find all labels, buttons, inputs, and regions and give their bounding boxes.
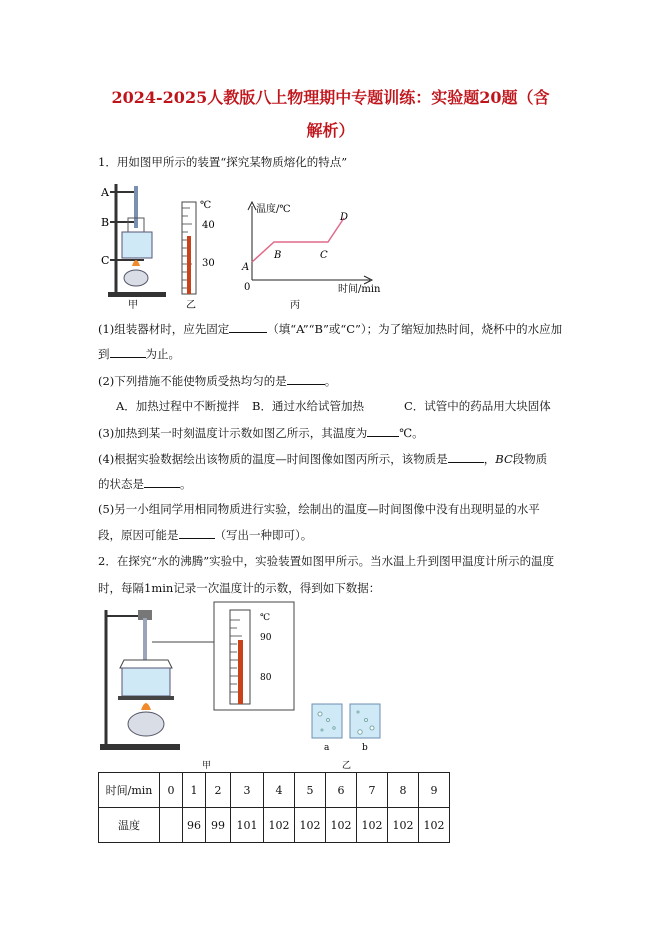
table-header-time: 时间/min bbox=[99, 773, 160, 808]
table-cell: 102 bbox=[388, 808, 419, 843]
q2-thermo-unit: ℃ bbox=[260, 613, 271, 623]
q1-part1-line1: (1)组装器材时，应先固定 （填“A”“B”或“C”）；为了缩短加热时间，烧杯中的水应加 bbox=[98, 322, 563, 336]
table-cell: 7 bbox=[357, 773, 388, 808]
stand-label-c: C bbox=[101, 254, 110, 267]
label-bing: 丙 bbox=[290, 300, 300, 311]
table-cell: 2 bbox=[206, 773, 231, 808]
graph-point-b: B bbox=[274, 250, 282, 261]
table-cell: 1 bbox=[183, 773, 206, 808]
stand-label-b: B bbox=[101, 216, 110, 229]
q2-stem-line1: 2．在探究“水的沸腾”实验中，实验装置如图甲所示。当水温上升到图甲温度计所示的温度 bbox=[98, 554, 555, 568]
graph-point-d: D bbox=[340, 212, 349, 223]
table-cell bbox=[160, 808, 183, 843]
table-cell: 6 bbox=[326, 773, 357, 808]
beaker-label-b: b bbox=[362, 743, 368, 753]
q1-part1-line2: 到 为止。 bbox=[98, 347, 180, 361]
answer-blank[interactable] bbox=[287, 372, 325, 385]
q1-option-a: A．加热过程中不断搅拌 bbox=[116, 399, 240, 413]
table-cell: 3 bbox=[231, 773, 264, 808]
table-cell: 99 bbox=[206, 808, 231, 843]
graph-xlabel: 时间/min bbox=[338, 284, 381, 295]
q1-part4-line2: 的状态是 。 bbox=[98, 477, 192, 491]
answer-blank[interactable] bbox=[179, 526, 215, 539]
table-cell: 96 bbox=[183, 808, 206, 843]
answer-blank[interactable] bbox=[229, 320, 267, 333]
q2-thermo-tick-90: 90 bbox=[260, 633, 272, 643]
graph-ylabel: 温度/℃ bbox=[256, 204, 291, 215]
table-cell: 8 bbox=[388, 773, 419, 808]
table-cell: 102 bbox=[264, 808, 295, 843]
q1-part5-line1: (5)另一小组同学用相同物质进行实验，绘制出的温度—时间图像中没有出现明显的水平 bbox=[98, 502, 540, 516]
table-cell: 102 bbox=[419, 808, 450, 843]
q1-part4-line1: (4)根据实验数据绘出该物质的温度—时间图像如图丙所示，该物质是 ，BC段物质 bbox=[98, 452, 548, 466]
table-row-temperature bbox=[99, 808, 450, 843]
label-yi: 乙 bbox=[186, 300, 196, 311]
graph-point-c: C bbox=[320, 250, 328, 261]
answer-blank[interactable] bbox=[448, 450, 484, 463]
beaker-label-a: a bbox=[324, 743, 330, 753]
q1-thermometer-figure bbox=[178, 198, 228, 312]
q2-beakers-figure bbox=[306, 700, 388, 772]
thermo-tick-40: 40 bbox=[202, 220, 215, 231]
table-cell: 101 bbox=[231, 808, 264, 843]
table-cell: 0 bbox=[160, 773, 183, 808]
q2-data-table bbox=[98, 772, 450, 843]
table-cell: 5 bbox=[295, 773, 326, 808]
table-row-time bbox=[99, 773, 450, 808]
stand-label-a: A bbox=[101, 186, 109, 199]
q1-part5-line2: 段，原因可能是 （写出一种即可）。 bbox=[98, 528, 313, 542]
table-cell: 102 bbox=[295, 808, 326, 843]
q2-thermo-tick-80: 80 bbox=[260, 673, 272, 683]
answer-blank[interactable] bbox=[367, 424, 399, 437]
q2-stem-line2: 时，每隔1min记录一次温度计的示数，得到如下数据： bbox=[98, 581, 381, 595]
graph-point-a: A bbox=[242, 262, 250, 273]
thermo-unit: ℃ bbox=[200, 200, 212, 211]
q2-apparatus-figure bbox=[98, 600, 318, 770]
label-jia: 甲 bbox=[128, 300, 138, 311]
table-cell: 9 bbox=[419, 773, 450, 808]
q2-label-jia: 甲 bbox=[202, 761, 212, 771]
table-header-temperature: 温度 bbox=[99, 808, 160, 843]
table-cell: 4 bbox=[264, 773, 295, 808]
doc-title-line2: 解析） bbox=[306, 121, 355, 140]
table-cell: 102 bbox=[326, 808, 357, 843]
q2-label-yi: 乙 bbox=[342, 761, 352, 771]
q1-stem: 1．用如图甲所示的装置“探究某物质熔化的特点” bbox=[98, 155, 348, 169]
q1-option-b: B．通过水给试管加热 bbox=[252, 399, 364, 413]
thermo-tick-30: 30 bbox=[202, 258, 215, 269]
graph-origin: 0 bbox=[244, 282, 251, 293]
q1-option-c: C．试管中的药品用大块固体 bbox=[404, 399, 551, 413]
doc-title-line1: 2024-2025人教版八上物理期中专题训练：实验题20题（含 bbox=[111, 88, 550, 107]
table-cell: 102 bbox=[357, 808, 388, 843]
q1-part2: (2)下列措施不能使物质受热均匀的是 。 bbox=[98, 374, 337, 388]
answer-blank[interactable] bbox=[144, 475, 180, 488]
q1-graph-figure bbox=[236, 198, 381, 312]
answer-blank[interactable] bbox=[110, 345, 146, 358]
q1-apparatus-figure bbox=[98, 180, 170, 312]
q1-part3: (3)加热到某一时刻温度计示数如图乙所示，其温度为 ℃。 bbox=[98, 426, 424, 440]
